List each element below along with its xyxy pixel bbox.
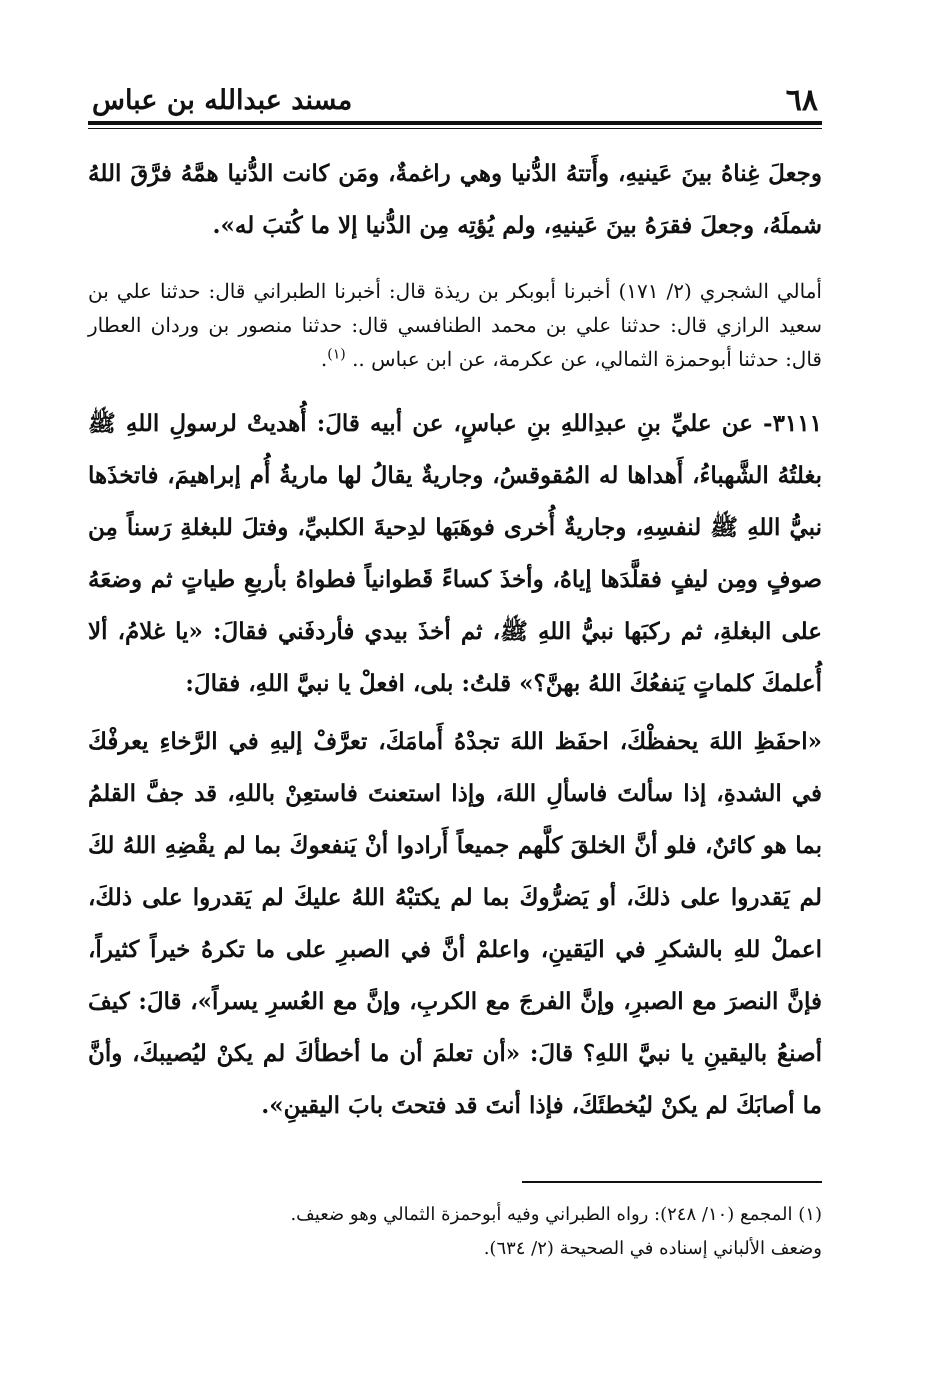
source-citation-end: .: [320, 347, 328, 371]
page-header: [88, 78, 822, 122]
main-text: [88, 148, 822, 1132]
footnotes: [88, 1198, 822, 1266]
hadith-3111-intro: ٣١١١- عن عليِّ بنِ عبدِاللهِ بنِ عباسٍ، عن أبيه قالَ: أُهديتْ لرسولِ اللهِ ﷺ بغلتُهُ الشَّهباءُ، أَهداها له المُقوقسُ، وجاريةٌ يقالُ لها ماريةُ أُم إبراهيمَ، فاتخذَها نبيُّ اللهِ ﷺ لنفسِهِ، وجاريةٌ أُخرى فوهَبَها لدِحيةَ الكلبيِّ، وفتلَ للبغلةِ رَسناً مِن صوفٍ ومِن ليفٍ فقلَّدَها إياهُ، وأخذَ كساءً قَطوانياً فطواهُ بأربعِ طياتٍ ثم وضعَهُ على البغلةِ، ثم ركبَها نبيُّ اللهِ ﷺ، ثم أخذَ بيدي فأردفَني فقالَ: «يا غلامُ، ألا أُعلمكَ كلماتٍ يَنفعُكَ اللهُ بهنَّ؟» قلتُ: بلى، افعلْ يا نبيَّ اللهِ، فقالَ:: [88, 410, 822, 697]
footnote-1-line-1: (١) المجمع (١٠/ ٢٤٨): رواه الطبراني وفيه أبوحمزة الثمالي وهو ضعيف.: [290, 1204, 822, 1225]
header-rule-thick: [88, 121, 822, 125]
hadith-paragraph-continued: وجعلَ غِناهُ بينَ عَينيهِ، وأَتتهُ الدُّنيا وهي راغمةٌ، ومَن كانت الدُّنيا همَّهُ فرَّقَ اللهُ شملَهُ، وجعلَ فقرَهُ بينَ عَينيهِ، ولم يُؤتِه مِن الدُّنيا إلا ما كُتبَ له».: [88, 160, 822, 239]
page-number: ٦٨: [785, 83, 818, 118]
source-citation-text: أمالي الشجري (٢/ ١٧١) أخبرنا أبوبكر بن ريذة قال: أخبرنا الطبراني قال: حدثنا علي بن سعيد الرازي قال: حدثنا علي بن محمد الطنافسي قال: حدثنا منصور بن وردان العطار قال: حدثنا أبوحمزة الثمالي، عن عكرمة، عن ابن عباس ..: [88, 279, 822, 371]
footnote-ref-1: (١): [327, 346, 346, 363]
footnote-separator: [522, 1181, 822, 1183]
source-citation: [88, 274, 822, 376]
header-rule-thin: [88, 128, 822, 129]
footnote-1-line-2: وضعف الألباني إسناده في الصحيحة (٢/ ٦٣٤).: [483, 1238, 822, 1259]
running-title: مسند عبدالله بن عباس: [92, 85, 353, 116]
hadith-3111-text: «احفَظِ اللهَ يحفظْكَ، احفَظ اللهَ تجدْهُ أَمامَكَ، تعرَّفْ إليهِ في الرَّخاءِ يعرفْكَ في الشدةِ، إذا سألتَ فاسألِ اللهَ، وإذا استعنتَ فاستعِنْ باللهِ، قد جفَّ القلمُ بما هو كائنٌ، فلو أنَّ الخلقَ كلَّهم جميعاً أَرادوا أنْ يَنفعوكَ بما لم يقْضِهِ اللهُ لكَ لم يَقدروا على ذلكَ، أو يَضرُّوكَ بما لم يكتبْهُ اللهُ عليكَ لم يَقدروا على ذلكَ، اعملْ للهِ بالشكرِ في اليَقينِ، واعلمْ أنَّ في الصبرِ على ما تكرهُ خيراً كثيراً، فإنَّ النصرَ مع الصبرِ، وإنَّ الفرجَ مع الكربِ، وإنَّ مع العُسرِ يسراً»، قالَ: كيفَ أصنعُ باليقينِ يا نبيَّ اللهِ؟ قالَ: «أن تعلمَ أن ما أخطأكَ لم يكنْ ليُصيبكَ، وأنَّ ما أصابَكَ لم يكنْ ليُخطئَكَ، فإذا أنتَ قد فتحتَ بابَ اليقينِ».: [88, 728, 822, 1119]
